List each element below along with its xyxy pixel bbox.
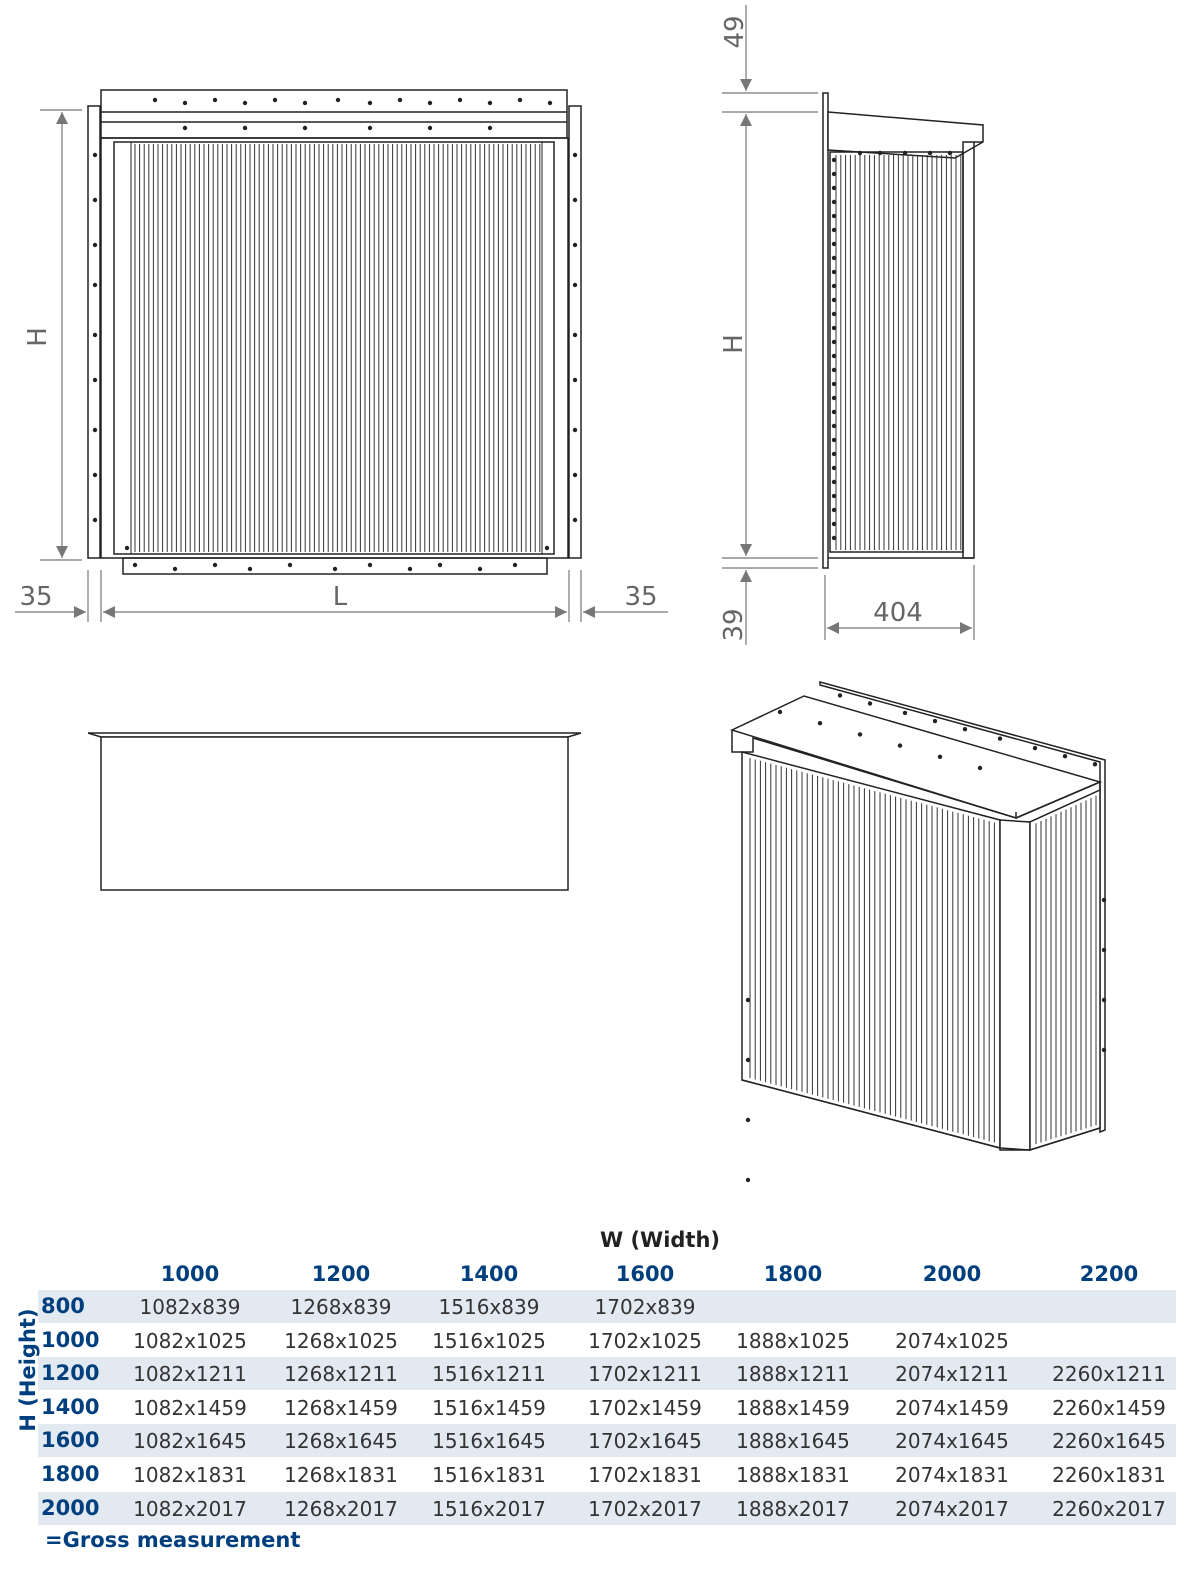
rivet bbox=[1093, 762, 1097, 766]
rivet bbox=[1102, 898, 1106, 902]
table-cell: 1516x1645 bbox=[432, 1429, 546, 1454]
rivet bbox=[832, 312, 836, 316]
rivet bbox=[173, 567, 177, 571]
rivet bbox=[746, 998, 750, 1002]
table-cell: 1268x839 bbox=[290, 1295, 392, 1319]
rivet bbox=[93, 198, 97, 202]
table-cell: 1888x1645 bbox=[736, 1429, 850, 1454]
table-cell: 1516x1459 bbox=[432, 1395, 546, 1420]
table-row bbox=[38, 1458, 1176, 1491]
rivet bbox=[832, 452, 836, 456]
col-head-4: 1800 bbox=[763, 1262, 823, 1286]
rivet bbox=[746, 1058, 750, 1062]
rivet bbox=[858, 732, 862, 736]
side-depth-label: 404 bbox=[873, 598, 923, 628]
rivet bbox=[832, 396, 836, 400]
side-view bbox=[823, 93, 983, 568]
table-cell: 1082x2017 bbox=[133, 1496, 247, 1521]
col-head-5: 2000 bbox=[922, 1262, 982, 1286]
rivet bbox=[573, 378, 577, 382]
rivet bbox=[93, 428, 97, 432]
table-cell: 1516x1211 bbox=[432, 1362, 546, 1387]
table-cell: 2260x1645 bbox=[1052, 1429, 1166, 1454]
rivet bbox=[1102, 1048, 1106, 1052]
rivet bbox=[93, 333, 97, 337]
table-cell: 1888x1025 bbox=[736, 1328, 850, 1353]
table-cell: 2074x1459 bbox=[895, 1395, 1009, 1420]
rivet bbox=[832, 270, 836, 274]
rivet bbox=[93, 283, 97, 287]
rivet bbox=[878, 151, 882, 155]
table-cell: 2074x1831 bbox=[895, 1463, 1009, 1487]
rivet bbox=[438, 563, 442, 567]
table-cell: 1888x2017 bbox=[736, 1496, 850, 1521]
table-cell: 1082x1459 bbox=[133, 1395, 247, 1420]
rivet bbox=[832, 228, 836, 232]
rivet bbox=[478, 567, 482, 571]
rivet bbox=[1102, 948, 1106, 952]
table-cell: 1702x1645 bbox=[588, 1429, 702, 1454]
rivet bbox=[428, 126, 432, 130]
height-axis-title: H (Height) bbox=[16, 1308, 40, 1432]
table-cell: 2260x1831 bbox=[1052, 1463, 1166, 1487]
row-head: 2000 bbox=[41, 1495, 100, 1520]
table-cell: 2074x1645 bbox=[895, 1429, 1009, 1454]
rivet bbox=[458, 98, 462, 102]
rivet bbox=[832, 340, 836, 344]
table-cell: 1082x1831 bbox=[133, 1463, 247, 1487]
table-cell: 2260x2017 bbox=[1052, 1496, 1166, 1521]
table-cell: 1268x1645 bbox=[284, 1429, 398, 1454]
rivet bbox=[513, 563, 517, 567]
rivet bbox=[573, 243, 577, 247]
rivet bbox=[428, 101, 432, 105]
table-cell: 1888x1211 bbox=[736, 1362, 850, 1387]
rivet bbox=[336, 98, 340, 102]
rivet bbox=[1063, 754, 1067, 758]
rivet bbox=[368, 126, 372, 130]
rivet bbox=[243, 126, 247, 130]
rivet bbox=[488, 101, 492, 105]
rivet bbox=[573, 518, 577, 522]
rivet bbox=[832, 200, 836, 204]
rivet bbox=[832, 172, 836, 176]
table-row bbox=[38, 1324, 1176, 1357]
table-cell: 1888x1459 bbox=[736, 1395, 850, 1420]
rivet bbox=[93, 243, 97, 247]
gross-measurement-note: =Gross measurement bbox=[45, 1528, 301, 1552]
front-rivets bbox=[93, 98, 577, 571]
table-cell: 2260x1211 bbox=[1052, 1362, 1166, 1387]
rivet bbox=[832, 438, 836, 442]
rivet bbox=[838, 693, 842, 697]
rivet bbox=[183, 101, 187, 105]
table-cell: 1516x1025 bbox=[432, 1328, 546, 1353]
table-cell: 2074x2017 bbox=[895, 1496, 1009, 1521]
rivet bbox=[183, 126, 187, 130]
row-head: 1600 bbox=[41, 1428, 100, 1453]
side-height-label: H bbox=[719, 334, 749, 354]
col-head-6: 2200 bbox=[1079, 1262, 1139, 1286]
rivet bbox=[832, 410, 836, 414]
table-cell: 1702x839 bbox=[594, 1295, 696, 1319]
rivet bbox=[832, 466, 836, 470]
rivet bbox=[903, 151, 907, 155]
rivet bbox=[248, 567, 252, 571]
table-cell: 1082x1025 bbox=[133, 1328, 247, 1353]
table-cell: 1268x1459 bbox=[284, 1395, 398, 1420]
rivet bbox=[93, 518, 97, 522]
rivet bbox=[398, 98, 402, 102]
size-table bbox=[0, 1220, 1200, 1595]
rivet bbox=[998, 736, 1002, 740]
rivet bbox=[93, 473, 97, 477]
rivet bbox=[898, 743, 902, 747]
rivet bbox=[832, 256, 836, 260]
rivet bbox=[832, 368, 836, 372]
rivet bbox=[832, 354, 836, 358]
rivet bbox=[1033, 746, 1037, 750]
rivet bbox=[832, 186, 836, 190]
table-row bbox=[38, 1424, 1176, 1457]
rivet bbox=[243, 101, 247, 105]
rivet bbox=[903, 711, 907, 715]
table-cell: 1702x1025 bbox=[588, 1328, 702, 1353]
rivet bbox=[368, 563, 372, 567]
row-head: 1800 bbox=[41, 1462, 100, 1486]
front-right-offset-label: 35 bbox=[624, 582, 658, 612]
rivet bbox=[303, 101, 307, 105]
rivet bbox=[125, 546, 129, 550]
row-head: 800 bbox=[41, 1294, 85, 1318]
rivet bbox=[832, 158, 836, 162]
table-row bbox=[38, 1290, 1176, 1323]
table-cell: 1268x1211 bbox=[284, 1362, 398, 1387]
front-view bbox=[88, 90, 581, 574]
width-axis-title: W (Width) bbox=[599, 1228, 721, 1252]
table-cell: 1082x1645 bbox=[133, 1429, 247, 1454]
rivet bbox=[573, 473, 577, 477]
table-cell: 1516x839 bbox=[438, 1295, 540, 1319]
side-dimensions bbox=[722, 5, 974, 645]
rivet bbox=[832, 522, 836, 526]
rivet bbox=[938, 755, 942, 759]
rivet bbox=[832, 284, 836, 288]
rivet bbox=[408, 567, 412, 571]
rivet bbox=[832, 298, 836, 302]
front-height-label: H bbox=[23, 327, 53, 347]
rivet bbox=[488, 126, 492, 130]
col-head-2: 1400 bbox=[459, 1262, 519, 1286]
rivet bbox=[832, 214, 836, 218]
rivet bbox=[213, 563, 217, 567]
rivet bbox=[545, 546, 549, 550]
table-cell: 1516x2017 bbox=[432, 1496, 546, 1521]
table-cell: 1702x1831 bbox=[588, 1463, 702, 1487]
rivet bbox=[832, 480, 836, 484]
row-head: 1400 bbox=[41, 1394, 100, 1419]
rivet bbox=[573, 198, 577, 202]
table-cell: 1702x1459 bbox=[588, 1395, 702, 1420]
front-left-offset-label: 35 bbox=[19, 582, 53, 612]
rivet bbox=[333, 567, 337, 571]
side-rivets bbox=[832, 151, 952, 540]
rivet bbox=[948, 151, 952, 155]
col-head-3: 1600 bbox=[615, 1262, 675, 1286]
table-cell: 1268x1831 bbox=[284, 1463, 398, 1487]
rivet bbox=[746, 1178, 750, 1182]
rivet bbox=[573, 428, 577, 432]
front-length-label: L bbox=[332, 582, 348, 612]
rivet bbox=[832, 424, 836, 428]
table-cell: 1082x839 bbox=[139, 1295, 241, 1319]
rivet bbox=[832, 382, 836, 386]
table-cell: 2074x1025 bbox=[895, 1328, 1009, 1353]
table-cell: 1888x1831 bbox=[736, 1463, 850, 1487]
rivet bbox=[133, 563, 137, 567]
col-head-0: 1000 bbox=[160, 1262, 220, 1286]
rivet bbox=[1102, 998, 1106, 1002]
rivet bbox=[832, 494, 836, 498]
rivet bbox=[288, 563, 292, 567]
rivet bbox=[818, 721, 822, 725]
rivet bbox=[832, 326, 836, 330]
rivet bbox=[573, 333, 577, 337]
rivet bbox=[868, 701, 872, 705]
rivet bbox=[93, 153, 97, 157]
top-view bbox=[88, 733, 581, 890]
table-row bbox=[38, 1357, 1176, 1390]
col-head-1: 1200 bbox=[311, 1262, 371, 1286]
table-cell: 1516x1831 bbox=[432, 1463, 546, 1487]
rivet bbox=[858, 151, 862, 155]
table-cell: 1702x1211 bbox=[588, 1362, 702, 1387]
rivet bbox=[832, 536, 836, 540]
table-row bbox=[38, 1492, 1176, 1525]
table-cell: 2074x1211 bbox=[895, 1362, 1009, 1387]
row-head: 1000 bbox=[41, 1327, 100, 1352]
table-cell: 1702x2017 bbox=[588, 1496, 702, 1521]
front-corrugation bbox=[135, 144, 540, 552]
rivet bbox=[978, 766, 982, 770]
side-bottom-offset-label: 39 bbox=[719, 608, 749, 642]
side-corrugation bbox=[836, 155, 961, 550]
table-cell: 1268x2017 bbox=[284, 1496, 398, 1521]
row-head: 1200 bbox=[41, 1361, 100, 1386]
rivet bbox=[746, 1118, 750, 1122]
rivet bbox=[213, 98, 217, 102]
rivet bbox=[368, 101, 372, 105]
rivet bbox=[153, 98, 157, 102]
side-top-offset-label: 49 bbox=[720, 15, 750, 49]
isometric-view bbox=[732, 682, 1106, 1220]
rivet bbox=[832, 242, 836, 246]
rivet bbox=[273, 98, 277, 102]
table-cell: 1268x1025 bbox=[284, 1328, 398, 1353]
rivet bbox=[303, 126, 307, 130]
rivet bbox=[933, 719, 937, 723]
rivet bbox=[832, 508, 836, 512]
table-row bbox=[38, 1391, 1176, 1424]
rivet bbox=[928, 151, 932, 155]
rivet bbox=[93, 378, 97, 382]
rivet bbox=[963, 727, 967, 731]
rivet bbox=[573, 153, 577, 157]
rivet bbox=[548, 101, 552, 105]
rivet bbox=[778, 710, 782, 714]
table-cell: 1082x1211 bbox=[133, 1362, 247, 1387]
table-cell: 2260x1459 bbox=[1052, 1395, 1166, 1420]
rivet bbox=[518, 98, 522, 102]
rivet bbox=[573, 283, 577, 287]
